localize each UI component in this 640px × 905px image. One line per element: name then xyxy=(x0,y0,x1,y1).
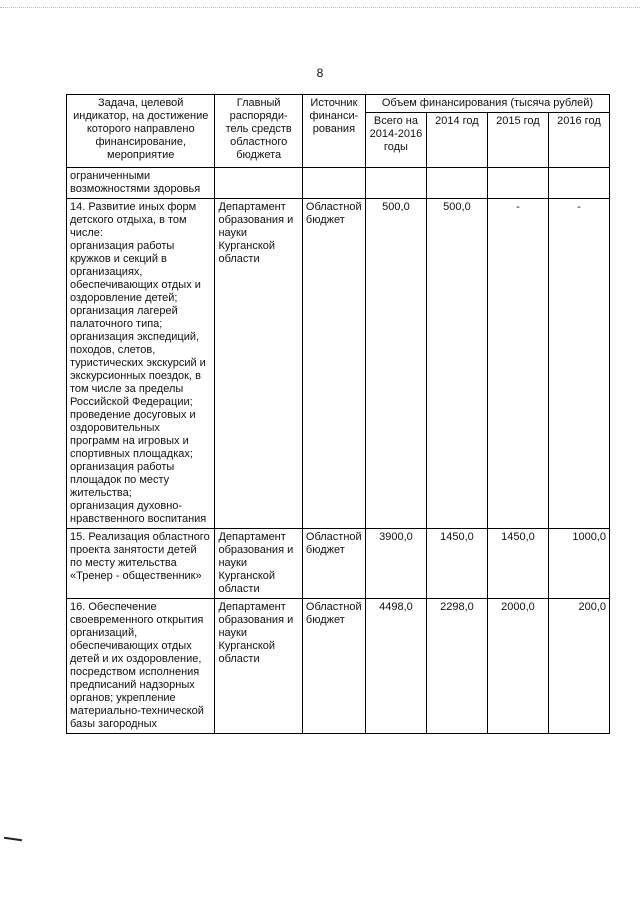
y2015-cell xyxy=(487,168,548,199)
y2016-cell: 200,0 xyxy=(548,599,609,734)
admin-cell: Департамент образования и науки Курганской области xyxy=(215,599,302,734)
total-cell: 4498,0 xyxy=(365,599,426,734)
y2014-cell: 2298,0 xyxy=(426,599,487,734)
header-2014: 2014 год xyxy=(426,113,487,168)
total-cell xyxy=(365,168,426,199)
header-2016: 2016 год xyxy=(548,113,609,168)
header-task: Задача, целевой индикатор, на достижение которого направлено финансирование, мероприятие xyxy=(67,95,215,168)
table-row xyxy=(67,168,610,199)
y2016-cell: - xyxy=(548,199,609,529)
total-cell: 500,0 xyxy=(365,199,426,529)
source-cell xyxy=(302,168,365,199)
admin-cell xyxy=(215,168,302,199)
table-row xyxy=(67,199,610,529)
table-row xyxy=(67,529,610,599)
source-cell: Областной бюджет xyxy=(302,199,365,529)
financing-table xyxy=(66,94,610,734)
y2014-cell: 1450,0 xyxy=(426,529,487,599)
task-cell: ограниченными возможностями здоровья xyxy=(67,168,215,199)
task-cell: 14. Развитие иных форм детского отдыха, в том числе: организация работы кружков и секций в организациях, обеспечивающих отдых и оздоровление детей; организация лагерей палаточного типа; организация экспедиций, походов, слетов, туристических экскурсий и экскурсионных поездок, в том числе за пределы Российской Федерации; проведение досуговых и оздоровительных программ на игровых и спортивных площадках; организация работы площадок по месту жительства; организация духовно-нравственного воспитания xyxy=(67,199,215,529)
y2015-cell: 2000,0 xyxy=(487,599,548,734)
y2015-cell: 1450,0 xyxy=(487,529,548,599)
source-cell: Областной бюджет xyxy=(302,529,365,599)
y2016-cell: 1000,0 xyxy=(548,529,609,599)
task-cell: 15. Реализация областного проекта занятости детей по месту жительства «Тренер - общественник» xyxy=(67,529,215,599)
y2015-cell: - xyxy=(487,199,548,529)
y2016-cell xyxy=(548,168,609,199)
header-admin: Главный распоряди-тель средств областного бюджета xyxy=(215,95,302,168)
header-total: Всего на 2014-2016 годы xyxy=(365,113,426,168)
total-cell: 3900,0 xyxy=(365,529,426,599)
header-source: Источник финанси-рования xyxy=(302,95,365,168)
source-cell: Областной бюджет xyxy=(302,599,365,734)
y2014-cell: 500,0 xyxy=(426,199,487,529)
header-funding: Объем финансирования (тысяча рублей) xyxy=(365,95,609,113)
table-row xyxy=(67,599,610,734)
task-cell: 16. Обеспечение своевременного открытия организаций, обеспечивающих отдых детей и их оздоровление, посредством исполнения предписаний надзорных органов; укрепление материально-технической базы загородных xyxy=(67,599,215,734)
admin-cell: Департамент образования и науки Курганской области xyxy=(215,529,302,599)
y2014-cell xyxy=(426,168,487,199)
scan-artifact xyxy=(4,837,22,841)
admin-cell: Департамент образования и науки Курганской области xyxy=(215,199,302,529)
scan-artifact xyxy=(0,7,640,10)
page-number: 8 xyxy=(316,66,324,80)
header-2015: 2015 год xyxy=(487,113,548,168)
